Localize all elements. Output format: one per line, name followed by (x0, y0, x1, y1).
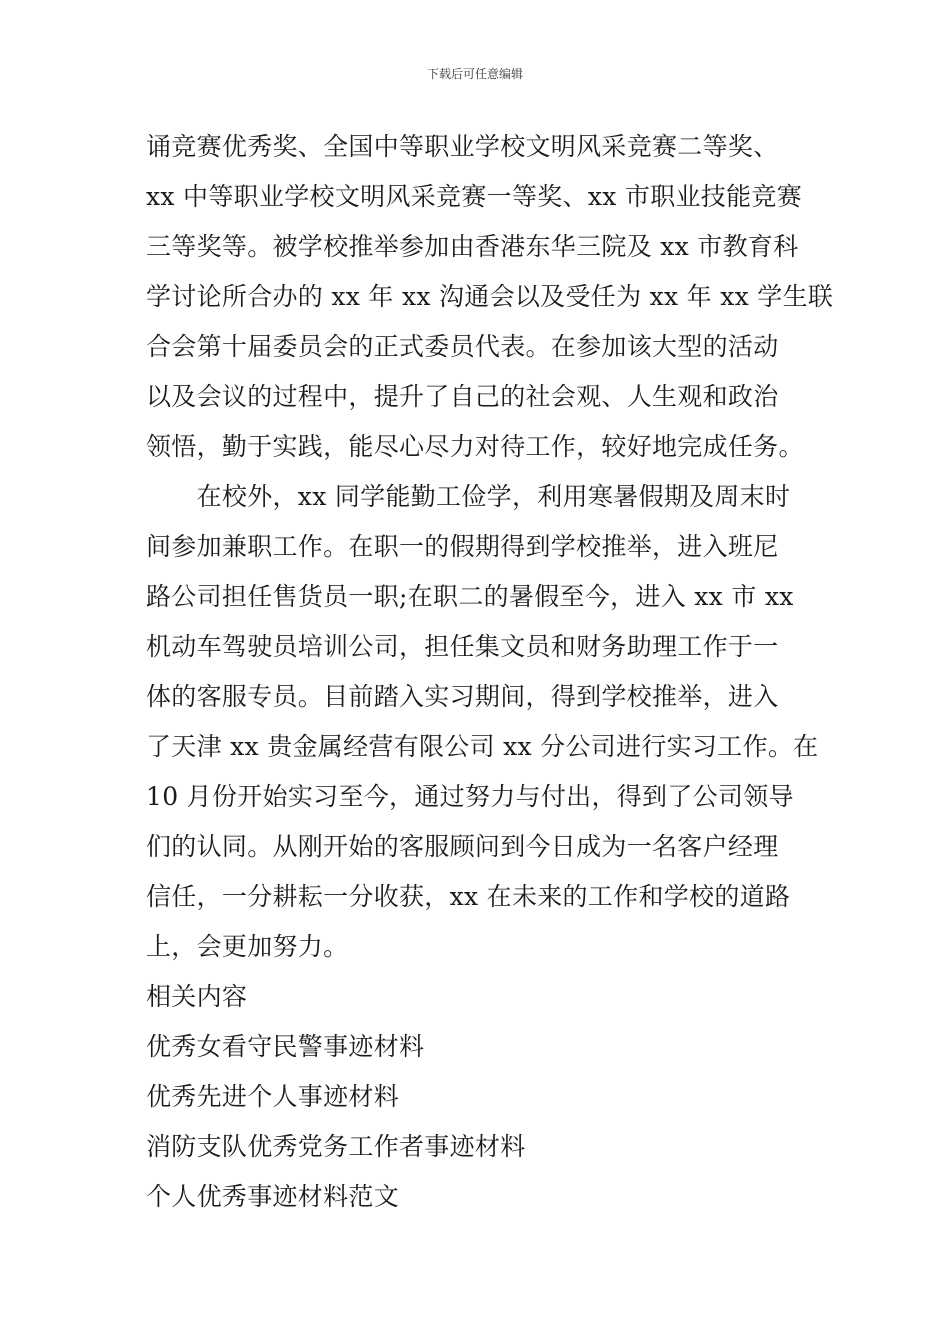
body-line: 10 月份开始实习至今，通过努力与付出，得到了公司领导 (146, 782, 794, 811)
body-line: 领悟，勤于实践，能尽心尽力对待工作，较好地完成任务。 (146, 432, 804, 461)
body-line: 机动车驾驶员培训公司，担任集文员和财务助理工作于一 (146, 632, 779, 661)
body-line: 们的认同。从刚开始的客服顾问到今日成为一名客户经理 (146, 832, 779, 861)
related-heading: 相关内容 (146, 982, 248, 1011)
related-link[interactable]: 个人优秀事迹材料范文 (146, 1182, 400, 1211)
body-line: 诵竞赛优秀奖、全国中等职业学校文明风采竞赛二等奖、 (146, 132, 779, 161)
related-link[interactable]: 消防支队优秀党务工作者事迹材料 (146, 1132, 526, 1161)
body-line: 在校外，xx 同学能勤工俭学，利用寒暑假期及周末时 (146, 482, 791, 511)
body-line: 体的客服专员。目前踏入实习期间，得到学校推举，进入 (146, 682, 779, 711)
body-line: 上，会更加努力。 (146, 932, 349, 961)
body-line: 路公司担任售货员一职;在职二的暑假至今，进入 xx 市 xx (146, 582, 794, 611)
related-link[interactable]: 优秀女看守民警事迹材料 (146, 1032, 425, 1061)
body-line: 合会第十届委员会的正式委员代表。在参加该大型的活动 (146, 332, 779, 361)
body-line: xx 中等职业学校文明风采竞赛一等奖、xx 市职业技能竞赛 (146, 182, 802, 211)
related-link[interactable]: 优秀先进个人事迹材料 (146, 1082, 400, 1111)
body-line: 以及会议的过程中，提升了自己的社会观、人生观和政治 (146, 382, 779, 411)
body-line: 间参加兼职工作。在职一的假期得到学校推举，进入班尼 (146, 532, 779, 561)
body-line: 学讨论所合办的 xx 年 xx 沟通会以及受任为 xx 年 xx 学生联 (146, 282, 834, 311)
body-line: 三等奖等。被学校推举参加由香港东华三院及 xx 市教育科 (146, 232, 799, 261)
body-line: 信任，一分耕耘一分收获，xx 在未来的工作和学校的道路 (146, 882, 791, 911)
body-line: 了天津 xx 贵金属经营有限公司 xx 分公司进行实习工作。在 (146, 732, 819, 761)
page-header-note: 下载后可任意编辑 (426, 67, 523, 81)
